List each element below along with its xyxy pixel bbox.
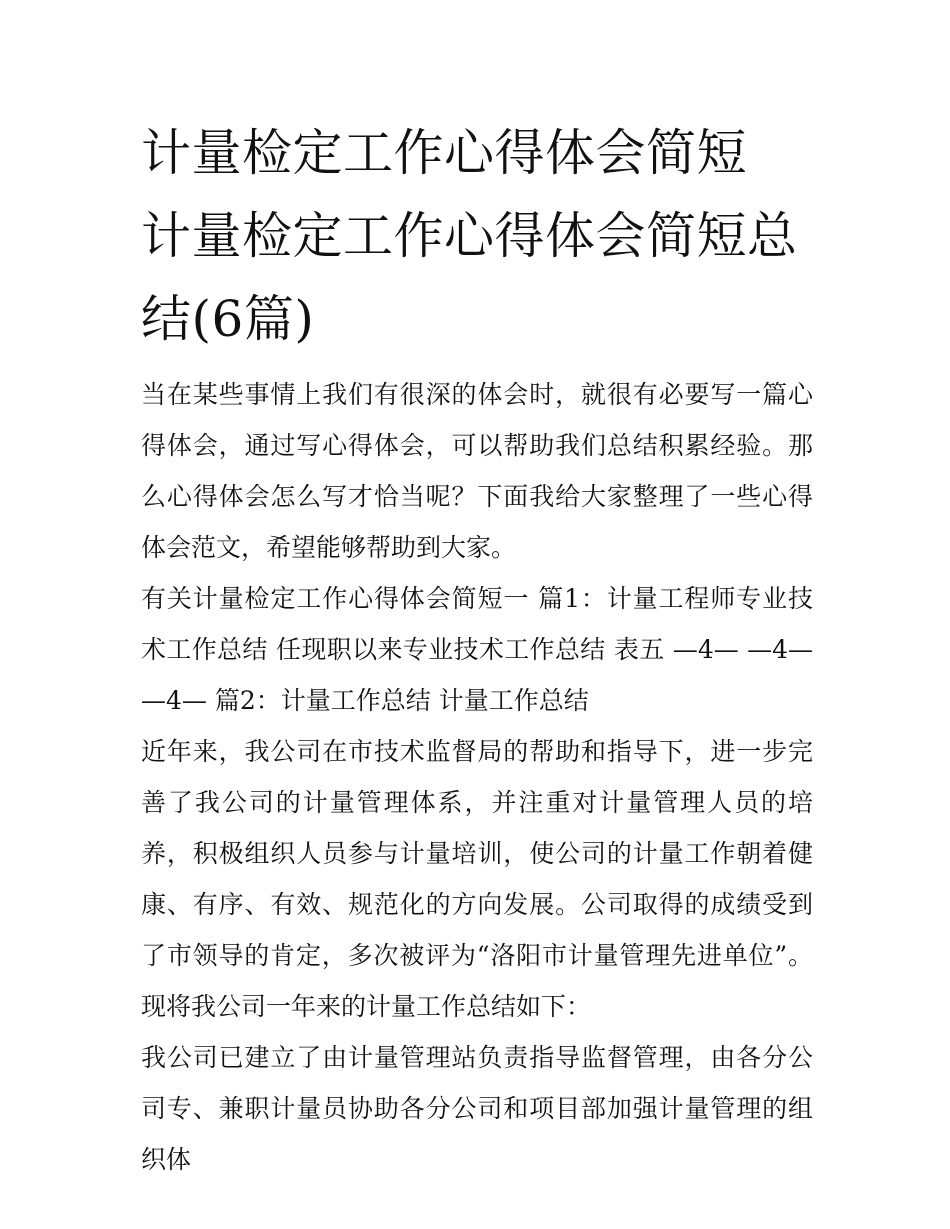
paragraph-organization: 我公司已建立了由计量管理站负责指导监督管理，由各分公司专、兼职计量员协助各分公司和项目部加强计量管理的组织体 <box>141 1043 813 1174</box>
paragraph-intro: 当在某些事情上我们有很深的体会时，就很有必要写一篇心得体会，通过写心得体会，可以帮助我们总结积累经验。那么心得体会怎么写才恰当呢？下面我给大家整理了一些心得体会范文，希望能够帮助到大家。 <box>141 380 813 562</box>
paragraph-overview: 近年来，我公司在市技术监督局的帮助和指导下，进一步完善了我公司的计量管理体系，并注重对计量管理人员的培养，积极组织人员参与计量培训，使公司的计量工作朝着健康、有序、有效、规范化的方向发展。公司取得的成绩受到了市领导的肯定，多次被评为“洛阳市计量管理先进单位”。现将我公司一年来的计量工作总结如下： <box>141 737 813 1021</box>
document-body <box>141 112 813 1185</box>
document-title: 计量检定工作心得体会简短 计量检定工作心得体会简短总结(6篇) <box>141 124 798 348</box>
paragraph-article-list: 有关计量检定工作心得体会简短一 篇1：计量工程师专业技术工作总结 任现职以来专业技术工作总结 表五 —4— —4— —4— 篇2：计量工作总结 计量工作总结 <box>141 584 813 715</box>
